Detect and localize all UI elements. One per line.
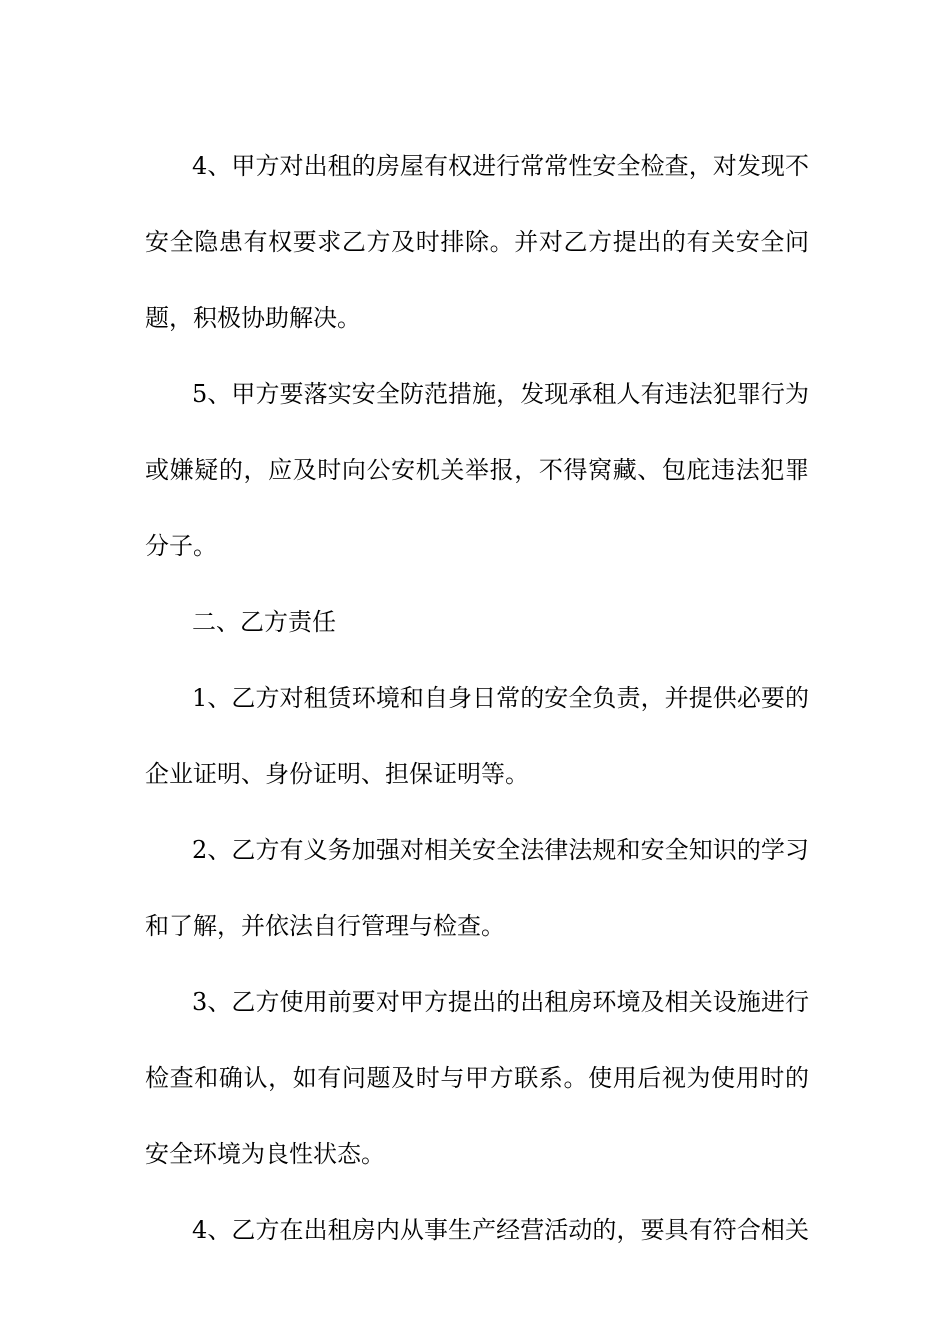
text-line: 3、乙方使用前要对甲方提出的出租房环境及相关设施进行 bbox=[192, 988, 809, 1016]
text-line: 或嫌疑的，应及时向公安机关举报，不得窝藏、包庇违法犯罪 bbox=[145, 456, 809, 484]
text-line: 企业证明、身份证明、担保证明等。 bbox=[145, 760, 529, 788]
text-line: 安全隐患有权要求乙方及时排除。并对乙方提出的有关安全问 bbox=[145, 228, 809, 256]
text-line: 检查和确认，如有问题及时与甲方联系。使用后视为使用时的 bbox=[145, 1064, 809, 1092]
text-line: 和了解，并依法自行管理与检查。 bbox=[145, 912, 505, 940]
text-line: 4、甲方对出租的房屋有权进行常常性安全检查，对发现不 bbox=[192, 152, 809, 180]
section-heading: 二、乙方责任 bbox=[192, 608, 336, 636]
text-line: 分子。 bbox=[145, 532, 217, 560]
text-line: 5、甲方要落实安全防范措施，发现承租人有违法犯罪行为 bbox=[192, 380, 809, 408]
text-line: 4、乙方在出租房内从事生产经营活动的，要具有符合相关 bbox=[192, 1216, 809, 1244]
document-body bbox=[145, 128, 809, 1268]
text-line: 题，积极协助解决。 bbox=[145, 304, 361, 332]
text-line: 2、乙方有义务加强对相关安全法律法规和安全知识的学习 bbox=[192, 836, 809, 864]
text-line: 1、乙方对租赁环境和自身日常的安全负责，并提供必要的 bbox=[192, 684, 809, 712]
text-line: 安全环境为良性状态。 bbox=[145, 1140, 385, 1168]
